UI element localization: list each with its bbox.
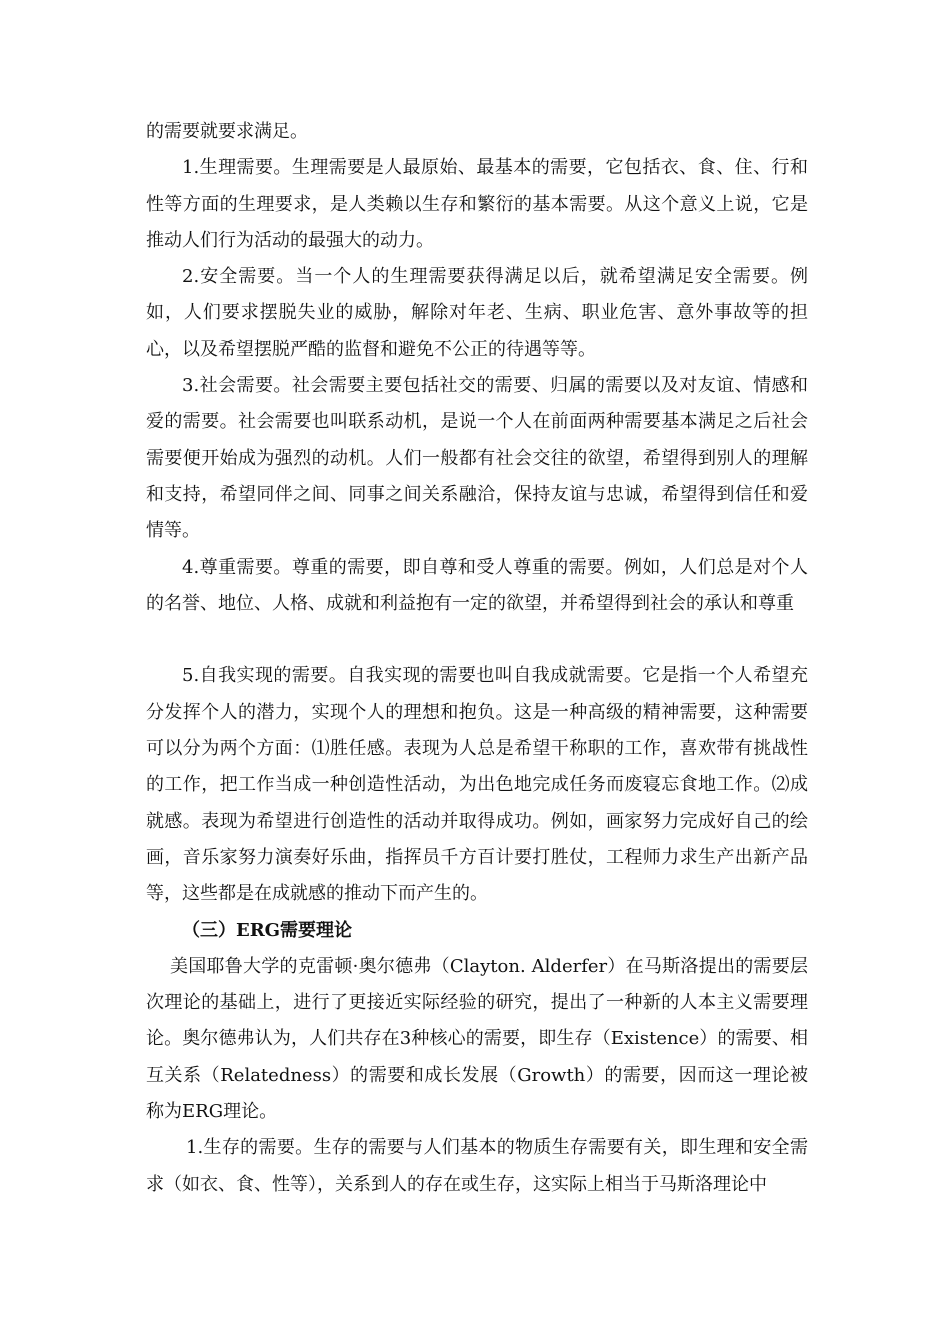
paragraph-erg-intro: 美国耶鲁大学的克雷顿·奥尔德弗（Clayton. Alderfer）在马斯洛提出的需要层次理论的基础上，进行了更接近实际经验的研究，提出了一种新的人本主义需要理论。奥尔德弗认为，人们共存在3种核心的需要，即生存（Existence）的需要、相互关系（Relatedness）的需要和成长发展（Growth）的需要，因而这一理论被称为ERG理论。 <box>146 955 808 1123</box>
paragraph-social-needs: 3.社会需要。社会需要主要包括社交的需要、归属的需要以及对友谊、情感和爱的需要。社会需要也叫联系动机，是说一个人在前面两种需要基本满足之后社会需要便开始成为强烈的动机。人们一般都有社会交往的欲望，希望得到别人的理解和支持，希望同伴之间、同事之间关系融洽，保持友谊与忠诚，希望得到信任和爱情等。 <box>146 375 808 542</box>
paragraph-continuation: 的需要就要求满足。 <box>146 121 308 142</box>
paragraph-physiological-needs: 1.生理需要。生理需要是人最原始、最基本的需要，它包括衣、食、住、行和性等方面的生理要求，是人类赖以生存和繁衍的基本需要。从这个意义上说，它是推动人们行为活动的最强大的动力。 <box>146 157 808 251</box>
paragraph-existence-needs: 1.生存的需要。生存的需要与人们基本的物质生存需要有关，即生理和安全需求（如衣、食、性等），关系到人的存在或生存，这实际上相当于马斯洛理论中 <box>146 1137 808 1195</box>
paragraph-esteem-needs: 4.尊重需要。尊重的需要，即自尊和受人尊重的需要。例如，人们总是对个人的名誉、地位、人格、成就和利益抱有一定的欲望，并希望得到社会的承认和尊重 <box>146 556 808 614</box>
paragraph-self-actualization: 5.自我实现的需要。自我实现的需要也叫自我成就需要。它是指一个人希望充分发挥个人的潜力，实现个人的理想和抱负。这是一种高级的精神需要，这种需要可以分为两个方面：⑴胜任感。表现为人总是希望干称职的工作，喜欢带有挑战性的工作，把工作当成一种创造性活动，为出色地完成任务而废寝忘食地工作。⑵成就感。表现为希望进行创造性的活动并取得成功。例如，画家努力完成好自己的绘画，音乐家努力演奏好乐曲，指挥员千方百计要打胜仗，工程师力求生产出新产品等，这些都是在成就感的推动下而产生的。 <box>146 665 808 905</box>
section-heading-erg: （三）ERG需要理论 <box>182 919 353 941</box>
document-page <box>146 114 808 1203</box>
paragraph-safety-needs: 2.安全需要。当一个人的生理需要获得满足以后，就希望满足安全需要。例如，人们要求摆脱失业的威胁，解除对年老、生病、职业危害、意外事故等的担心，以及希望摆脱严酷的监督和避免不公正的待遇等等。 <box>146 266 808 360</box>
paragraph-gap <box>146 622 808 658</box>
